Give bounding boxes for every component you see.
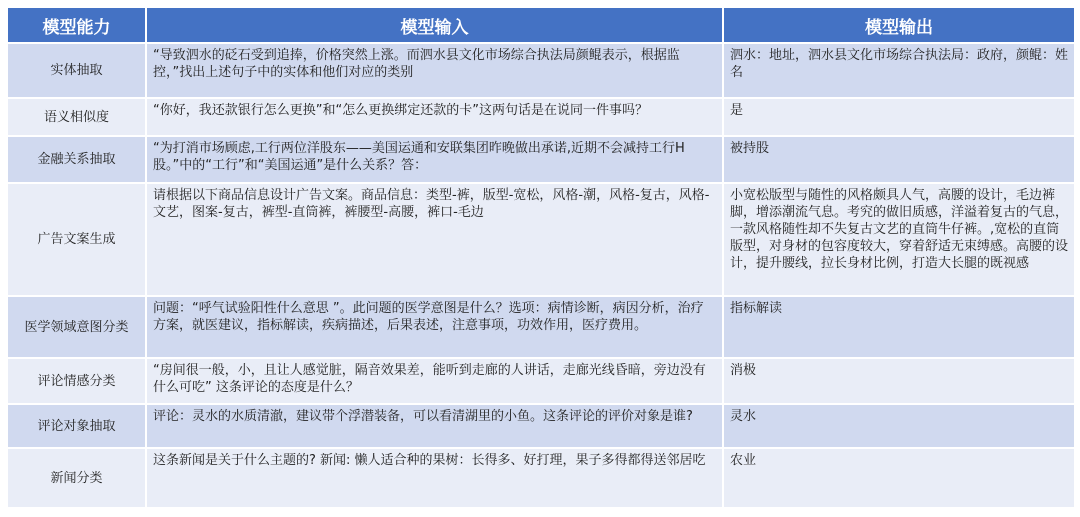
table-row xyxy=(8,182,1074,295)
table-row xyxy=(8,42,1074,97)
header-output: 模型输出 xyxy=(724,8,1074,42)
capability-cell: 广告文案生成 xyxy=(8,182,147,295)
table-row xyxy=(8,403,1074,447)
table-row xyxy=(8,295,1074,357)
table-row xyxy=(8,357,1074,403)
header-row xyxy=(8,8,1074,42)
table-row xyxy=(8,447,1074,507)
output-cell: 被持股 xyxy=(724,135,1074,182)
input-cell: “导致泗水的砭石受到追捧，价格突然上涨。而泗水县文化市场综合执法局颜鲲表示，根据监控，”找出上述句子中的实体和他们对应的类别 xyxy=(147,42,724,97)
input-cell: 请根据以下商品信息设计广告文案。商品信息：类型-裤，版型-宽松，风格-潮，风格-复古，风格-文艺，图案-复古，裤型-直筒裤，裤腰型-高腰，裤口-毛边 xyxy=(147,182,724,295)
input-cell: “房间很一般，小，且让人感觉脏，隔音效果差，能听到走廊的人讲话，走廊光线昏暗，旁边没有什么可吃” 这条评论的态度是什么？ xyxy=(147,357,724,403)
capability-cell: 语义相似度 xyxy=(8,97,147,135)
capability-table xyxy=(8,8,1074,507)
output-cell: 泗水：地址，泗水县文化市场综合执法局：政府，颜鲲：姓名 xyxy=(724,42,1074,97)
capability-cell: 实体抽取 xyxy=(8,42,147,97)
input-cell: 问题：“呼气试验阳性什么意思 ”。此问题的医学意图是什么？选项：病情诊断，病因分析，治疗方案，就医建议，指标解读，疾病描述，后果表述，注意事项，功效作用，医疗费用。 xyxy=(147,295,724,357)
output-cell: 小宽松版型与随性的风格颇具人气，高腰的设计，毛边裤脚，增添潮流气息。考究的做旧质感，洋溢着复古的气息，一款风格随性却不失复古文艺的直筒牛仔裤。,宽松的直筒版型，对身材的包容度较大，穿着舒适无束缚感。高腰的设计，提升腰线，拉长身材比例，打造大长腿的既视感 xyxy=(724,182,1074,295)
table-row xyxy=(8,97,1074,135)
output-cell: 灵水 xyxy=(724,403,1074,447)
capability-cell: 评论对象抽取 xyxy=(8,403,147,447)
header-input: 模型输入 xyxy=(147,8,724,42)
input-cell: 这条新闻是关于什么主题的? 新闻: 懒人适合种的果树：长得多、好打理，果子多得都得送邻居吃 xyxy=(147,447,724,507)
header-capability: 模型能力 xyxy=(8,8,147,42)
output-cell: 农业 xyxy=(724,447,1074,507)
capability-cell: 评论情感分类 xyxy=(8,357,147,403)
output-cell: 消极 xyxy=(724,357,1074,403)
output-cell: 指标解读 xyxy=(724,295,1074,357)
capability-cell: 新闻分类 xyxy=(8,447,147,507)
capability-cell: 医学领域意图分类 xyxy=(8,295,147,357)
table-row xyxy=(8,135,1074,182)
capability-cell: 金融关系抽取 xyxy=(8,135,147,182)
output-cell: 是 xyxy=(724,97,1074,135)
input-cell: “你好，我还款银行怎么更换”和“怎么更换绑定还款的卡”这两句话是在说同一件事吗？ xyxy=(147,97,724,135)
input-cell: “为打消市场顾虑,工行两位洋股东——美国运通和安联集团昨晚做出承诺,近期不会减持工行H股。”中的“工行”和“美国运通”是什么关系？答： xyxy=(147,135,724,182)
input-cell: 评论：灵水的水质清澈，建议带个浮潜装备，可以看清湖里的小鱼。这条评论的评价对象是谁? xyxy=(147,403,724,447)
